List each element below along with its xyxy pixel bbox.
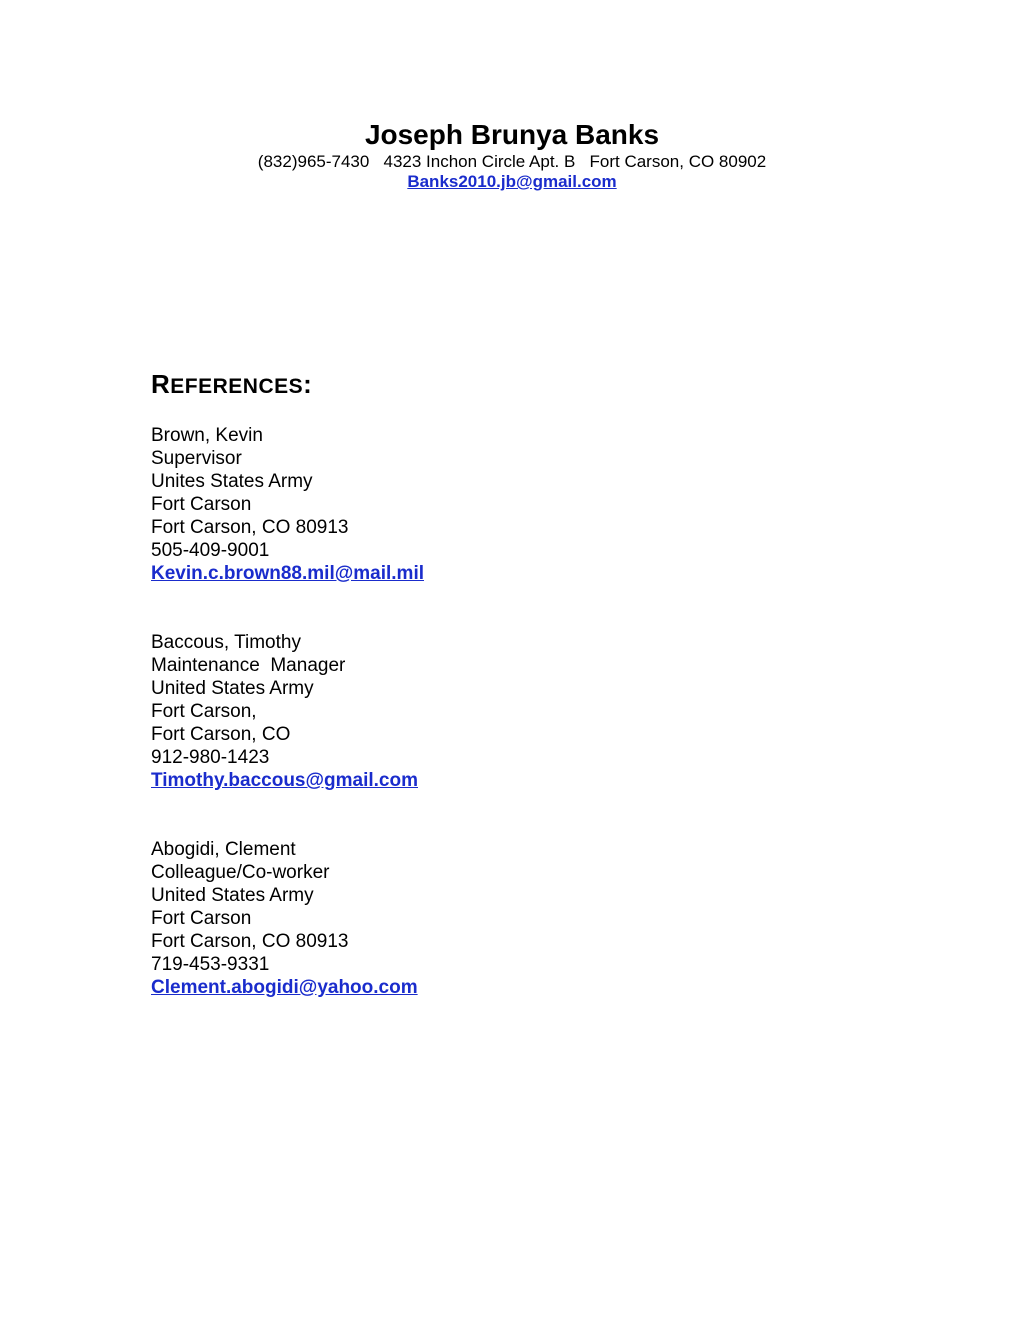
header-email-link[interactable]: Banks2010.jb@gmail.com — [407, 172, 617, 191]
reference-phone: 719-453-9331 — [151, 954, 270, 975]
reference-entry-2 — [151, 631, 851, 792]
reference-organization: United States Army — [151, 678, 314, 699]
reference-entry-3 — [151, 838, 851, 999]
reference-email-link[interactable]: Clement.abogidi@yahoo.com — [151, 977, 418, 998]
reference-entry-1 — [151, 424, 851, 585]
resume-header — [0, 118, 1024, 192]
reference-location: Fort Carson — [151, 908, 252, 929]
reference-name: Brown, Kevin — [151, 425, 263, 446]
reference-phone: 912-980-1423 — [151, 747, 270, 768]
reference-city: Fort Carson, CO 80913 — [151, 517, 349, 538]
references-heading — [151, 366, 851, 405]
references-heading-rest: EFERENCES — [170, 375, 304, 398]
reference-organization: Unites States Army — [151, 471, 313, 492]
reference-city: Fort Carson, CO — [151, 724, 291, 745]
reference-location: Fort Carson — [151, 494, 252, 515]
reference-title: Maintenance Manager — [151, 655, 346, 676]
references-heading-colon: : — [303, 369, 313, 399]
reference-email-link[interactable]: Timothy.baccous@gmail.com — [151, 770, 418, 791]
reference-title: Colleague/Co-worker — [151, 862, 330, 883]
applicant-name: Joseph Brunya Banks — [364, 119, 660, 150]
reference-email-link[interactable]: Kevin.c.brown88.mil@mail.mil — [151, 563, 424, 584]
reference-city: Fort Carson, CO 80913 — [151, 931, 349, 952]
reference-organization: United States Army — [151, 885, 314, 906]
reference-name: Abogidi, Clement — [151, 839, 296, 860]
reference-name: Baccous, Timothy — [151, 632, 301, 653]
reference-title: Supervisor — [151, 448, 242, 469]
reference-phone: 505-409-9001 — [151, 540, 270, 561]
contact-line: (832)965-7430 4323 Inchon Circle Apt. B Fort Carson, CO 80902 — [257, 152, 767, 171]
references-section — [151, 366, 851, 1045]
references-heading-initial: R — [151, 369, 171, 399]
reference-location: Fort Carson, — [151, 701, 257, 722]
